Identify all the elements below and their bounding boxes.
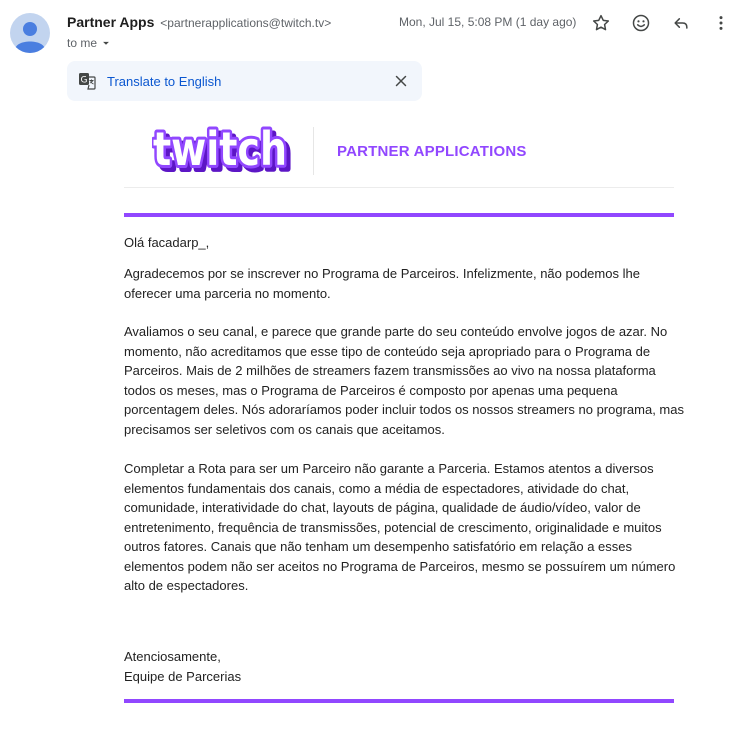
more-vert-icon — [711, 13, 731, 33]
paragraph-2-text: Avaliamos o seu canal, e parece que grande parte do seu conteúdo envolve jogos de azar. No momento, não acreditamos que esse tipo de conteúdo seja apropriado para o Programa de Parceiros. Mais de 2 milhões de streamers fazem transmissões ao vivo na nossa plataforma todos os meses, mas o Programa de Parceiros é composto por apenas uma pequena porcentagem deles. Nós adoraríamos poder incluir todos os nossos streamers no programa, mas precisamos ser seletivos com os canais que aceitamos. — [124, 324, 684, 437]
star-button[interactable] — [589, 11, 613, 35]
close-icon[interactable] — [392, 72, 410, 90]
paragraph-1-text: Agradecemos por se inscrever no Programa de Parceiros. Infelizmente, não podemos lhe oferecer uma parceria no momento. — [124, 266, 640, 301]
sender-avatar[interactable] — [10, 13, 50, 53]
bottom-accent-rule — [124, 699, 674, 703]
translate-icon — [78, 72, 96, 90]
star-icon — [591, 13, 611, 33]
email-paragraph-2 — [124, 322, 684, 439]
signature-text: Equipe de Parcerias — [124, 668, 242, 684]
sender-name[interactable]: Partner Apps — [67, 14, 155, 30]
reply-button[interactable] — [669, 11, 693, 35]
translate-link[interactable]: Translate to English — [107, 74, 222, 89]
emoji-reaction-button[interactable] — [629, 11, 653, 35]
person-icon — [10, 13, 50, 53]
paragraph-3-text: Completar a Rota para ser um Parceiro não garante a Parceria. Estamos atentos a diversos elementos fundamentais dos canais, como a média de espectadores, atividade do chat, comunidade, interatividade do chat, layouts de página, qualidade de áudio/vídeo, valor de entretenimento, frequência de transmissões, potencial de crescimento, originalidade e muitos outros fatores. Canais que não tenham um desempenho satisfatório em relação a esses elementos podem não ser aceitos no Programa de Parceiros, mesmo se possuírem um número alto de espectadores. — [124, 461, 676, 593]
translate-bar — [67, 61, 422, 101]
greeting-text: Olá facadarp_, — [124, 235, 210, 250]
emoji-icon — [631, 13, 651, 33]
twitch-logo — [152, 125, 297, 175]
reply-icon — [671, 13, 691, 33]
top-accent-rule — [124, 213, 674, 217]
twitch-logo-shadow: twitch — [157, 126, 291, 175]
email-paragraph-1 — [124, 264, 684, 303]
recipient-label: to me — [67, 36, 98, 50]
caret-down-icon — [99, 36, 113, 50]
svg-text:G: G — [80, 75, 88, 86]
email-paragraph-3 — [124, 459, 684, 596]
signoff-text: Atenciosamente, — [124, 649, 221, 664]
banner-title: PARTNER APPLICATIONS — [337, 143, 527, 160]
recipient-details-toggle[interactable] — [67, 36, 113, 50]
email-signoff — [124, 647, 684, 686]
sender-line — [67, 14, 331, 30]
banner-divider — [313, 127, 314, 175]
sender-email: <partnerapplications@twitch.tv> — [160, 16, 332, 30]
email-date: Mon, Jul 15, 5:08 PM (1 day ago) — [399, 15, 577, 29]
email-greeting — [124, 233, 684, 253]
twitch-logo-text: twitch — [153, 125, 287, 175]
more-options-button[interactable] — [709, 11, 733, 35]
email-banner — [124, 113, 674, 188]
